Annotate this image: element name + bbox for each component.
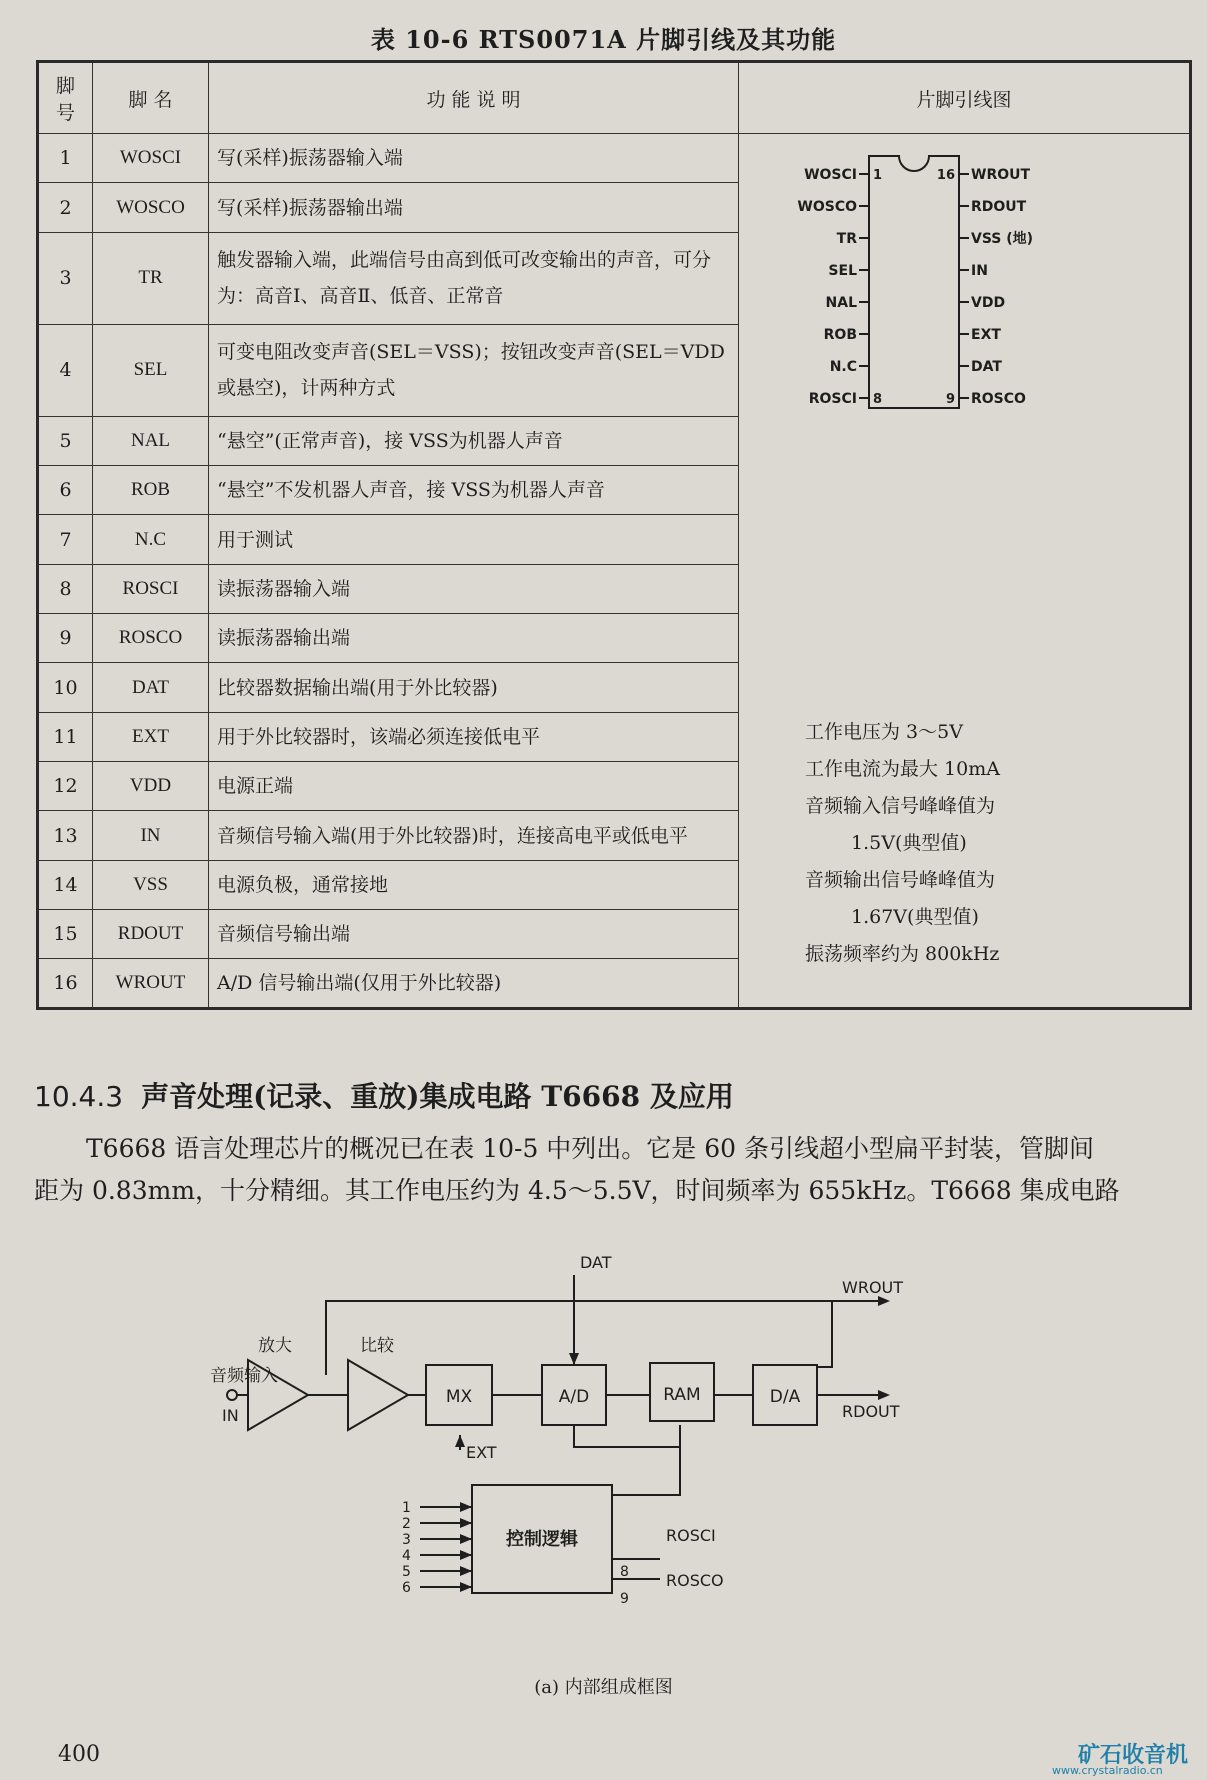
pin-name-cell: EXT xyxy=(93,712,209,761)
body-paragraph xyxy=(34,1128,1194,1212)
spec-line: 振荡频率约为 800kHz xyxy=(805,943,1000,965)
pin-name-cell: IN xyxy=(93,811,209,860)
control-logic-label: 控制逻辑 xyxy=(506,1529,578,1550)
left-pin-label: TR xyxy=(836,231,857,247)
pin-function-cell: 读振荡器输入端 xyxy=(209,564,739,613)
right-pin-label: IN xyxy=(971,263,988,279)
da-label: D/A xyxy=(769,1387,801,1407)
rosco-pin-label: 9 xyxy=(620,1591,629,1607)
pin-function-cell: 读振荡器输出端 xyxy=(209,614,739,663)
ram-label: RAM xyxy=(663,1385,701,1405)
pin-name-cell: ROSCI xyxy=(93,564,209,613)
watermark-url: www.crystalradio.cn xyxy=(1052,1764,1163,1777)
table-header-row xyxy=(38,62,1191,134)
pin-name-cell: TR xyxy=(93,232,209,324)
corner-number: 1 xyxy=(873,168,883,183)
pin-function-cell: 比较器数据输出端(用于外比较器) xyxy=(209,663,739,712)
rosci-pin-label: 8 xyxy=(620,1564,629,1580)
left-pin-label: ROSCI xyxy=(808,391,857,407)
diagram-cell xyxy=(739,134,1191,1009)
pin-number-cell: 6 xyxy=(38,466,93,515)
left-pin-label: WOSCI xyxy=(804,167,857,183)
comp-label: 比较 xyxy=(360,1336,394,1356)
pin-function-cell: 电源正端 xyxy=(209,762,739,811)
pin-number-cell: 1 xyxy=(38,134,93,183)
feedback-line xyxy=(326,1301,832,1375)
control-input-label: 3 xyxy=(402,1532,411,1548)
control-input-label: 1 xyxy=(402,1500,411,1516)
right-pin-label: VSS (地) xyxy=(971,231,1034,247)
left-pin-label: WOSCO xyxy=(797,199,857,215)
right-pin-label: VDD xyxy=(971,295,1006,311)
pin-number-cell: 15 xyxy=(38,910,93,959)
left-pin-label: ROB xyxy=(823,327,857,343)
section-heading xyxy=(34,1075,734,1115)
in-label: IN xyxy=(222,1406,239,1425)
pin-number-cell: 13 xyxy=(38,811,93,860)
pin-number-cell: 4 xyxy=(38,324,93,416)
pin-diagram xyxy=(759,144,1069,484)
input-label: 音频输入 xyxy=(210,1366,278,1386)
pin-number-cell: 8 xyxy=(38,564,93,613)
paragraph-line: T6668 语言处理芯片的概况已在表 10-5 中列出。它是 60 条引线超小型扁平封装，管脚间 xyxy=(86,1134,1095,1163)
right-pin-label: ROSCO xyxy=(971,391,1026,407)
pin-name-cell: WROUT xyxy=(93,959,209,1009)
pin-number-cell: 2 xyxy=(38,183,93,232)
page-number: 400 xyxy=(58,1742,100,1767)
pin-number-cell: 16 xyxy=(38,959,93,1009)
left-pin-label: N.C xyxy=(829,359,857,375)
right-pin-label: WROUT xyxy=(971,167,1031,183)
rdout-label: RDOUT xyxy=(842,1402,900,1421)
corner-number: 16 xyxy=(936,168,955,183)
pin-name-cell: RDOUT xyxy=(93,910,209,959)
ad-label: A/D xyxy=(558,1387,590,1407)
pin-function-table xyxy=(36,60,1192,1010)
pin-function-cell: 写(采样)振荡器输入端 xyxy=(209,134,739,183)
spec-line: 1.5V(典型值) xyxy=(851,832,967,854)
header-function: 功 能 说 明 xyxy=(209,62,739,134)
pin-number-cell: 10 xyxy=(38,663,93,712)
wrout-label: WROUT xyxy=(842,1278,904,1297)
dat-label: DAT xyxy=(580,1253,612,1272)
pin-function-cell: 电源负极，通常接地 xyxy=(209,860,739,909)
section-number: 10.4.3 xyxy=(34,1080,124,1113)
chip-outline xyxy=(869,156,959,408)
corner-number: 8 xyxy=(873,392,883,407)
right-pin-label: EXT xyxy=(971,327,1001,343)
spec-list xyxy=(805,714,1000,973)
section-title: 声音处理(记录、重放)集成电路 T6668 及应用 xyxy=(141,1080,734,1113)
pin-number-cell: 14 xyxy=(38,860,93,909)
pin-function-cell: 音频信号输出端 xyxy=(209,910,739,959)
pin-name-cell: VSS xyxy=(93,860,209,909)
header-pin-name: 脚 名 xyxy=(93,62,209,134)
corner-number: 9 xyxy=(945,392,955,407)
header-diagram: 片脚引线图 xyxy=(739,62,1191,134)
right-pin-label: RDOUT xyxy=(971,199,1027,215)
pin-function-cell: 用于外比较器时，该端必须连接低电平 xyxy=(209,712,739,761)
pin-function-cell: A/D 信号输出端(仅用于外比较器) xyxy=(209,959,739,1009)
rosco-label: ROSCO xyxy=(666,1571,724,1590)
right-pin-label: DAT xyxy=(971,359,1002,375)
pin-name-cell: ROSCO xyxy=(93,614,209,663)
block-diagram xyxy=(190,1245,1050,1645)
control-input-label: 6 xyxy=(402,1580,411,1596)
rosci-label: ROSCI xyxy=(666,1526,716,1545)
mx-label: MX xyxy=(445,1387,473,1407)
pin-name-cell: DAT xyxy=(93,663,209,712)
pin-name-cell: ROB xyxy=(93,466,209,515)
pin-number-cell: 7 xyxy=(38,515,93,564)
pin-name-cell: SEL xyxy=(93,324,209,416)
pin-function-cell: “悬空”(正常声音)，接 VSS为机器人声音 xyxy=(209,416,739,465)
pin-number-cell: 12 xyxy=(38,762,93,811)
header-pin-no: 脚号 xyxy=(38,62,93,134)
ext-label: EXT xyxy=(466,1443,497,1462)
table-row xyxy=(38,134,1191,183)
pin-name-cell: WOSCI xyxy=(93,134,209,183)
left-pin-label: SEL xyxy=(828,263,857,279)
table-title: 表 10-6 RTS0071A 片脚引线及其功能 xyxy=(370,25,837,54)
comparator-symbol xyxy=(348,1360,408,1430)
pin-number-cell: 3 xyxy=(38,232,93,324)
pin-number-cell: 9 xyxy=(38,614,93,663)
pin-name-cell: WOSCO xyxy=(93,183,209,232)
pin-name-cell: VDD xyxy=(93,762,209,811)
amp-label: 放大 xyxy=(258,1336,292,1356)
pin-function-cell: 用于测试 xyxy=(209,515,739,564)
spec-line: 音频输出信号峰峰值为 xyxy=(805,869,996,891)
control-input-label: 4 xyxy=(402,1548,411,1564)
pin-number-cell: 11 xyxy=(38,712,93,761)
control-input-label: 2 xyxy=(402,1516,411,1532)
pin-function-cell: 可变电阻改变声音(SEL＝VSS)；按钮改变声音(SEL＝VDD或悬空)，计两种方式 xyxy=(209,324,739,416)
spec-line: 音频输入信号峰峰值为 xyxy=(805,795,996,817)
left-pin-label: NAL xyxy=(825,295,857,311)
pin-function-cell: 音频信号输入端(用于外比较器)时，连接高电平或低电平 xyxy=(209,811,739,860)
pin-function-cell: 写(采样)振荡器输出端 xyxy=(209,183,739,232)
control-input-label: 5 xyxy=(402,1564,411,1580)
spec-line: 工作电流为最大 10mA xyxy=(805,758,1000,780)
input-terminal xyxy=(227,1390,237,1400)
pin-function-cell: “悬空”不发机器人声音，接 VSS为机器人声音 xyxy=(209,466,739,515)
watermark-name: 矿石收音机 xyxy=(1078,1743,1189,1768)
paragraph-line: 距为 0.83mm，十分精细。其工作电压约为 4.5～5.5V，时间频率为 655kHz。T6668 集成电路 xyxy=(34,1176,1120,1205)
control-link xyxy=(612,1447,680,1495)
spec-line: 1.67V(典型值) xyxy=(851,906,979,928)
pin-number-cell: 5 xyxy=(38,416,93,465)
pin-name-cell: NAL xyxy=(93,416,209,465)
figure-caption: (a) 内部组成框图 xyxy=(534,1677,673,1698)
spec-line: 工作电压为 3～5V xyxy=(805,721,963,743)
pin-function-cell: 触发器输入端，此端信号由高到低可改变输出的声音，可分为：高音Ⅰ、高音Ⅱ、低音、正常音 xyxy=(209,232,739,324)
pin-name-cell: N.C xyxy=(93,515,209,564)
